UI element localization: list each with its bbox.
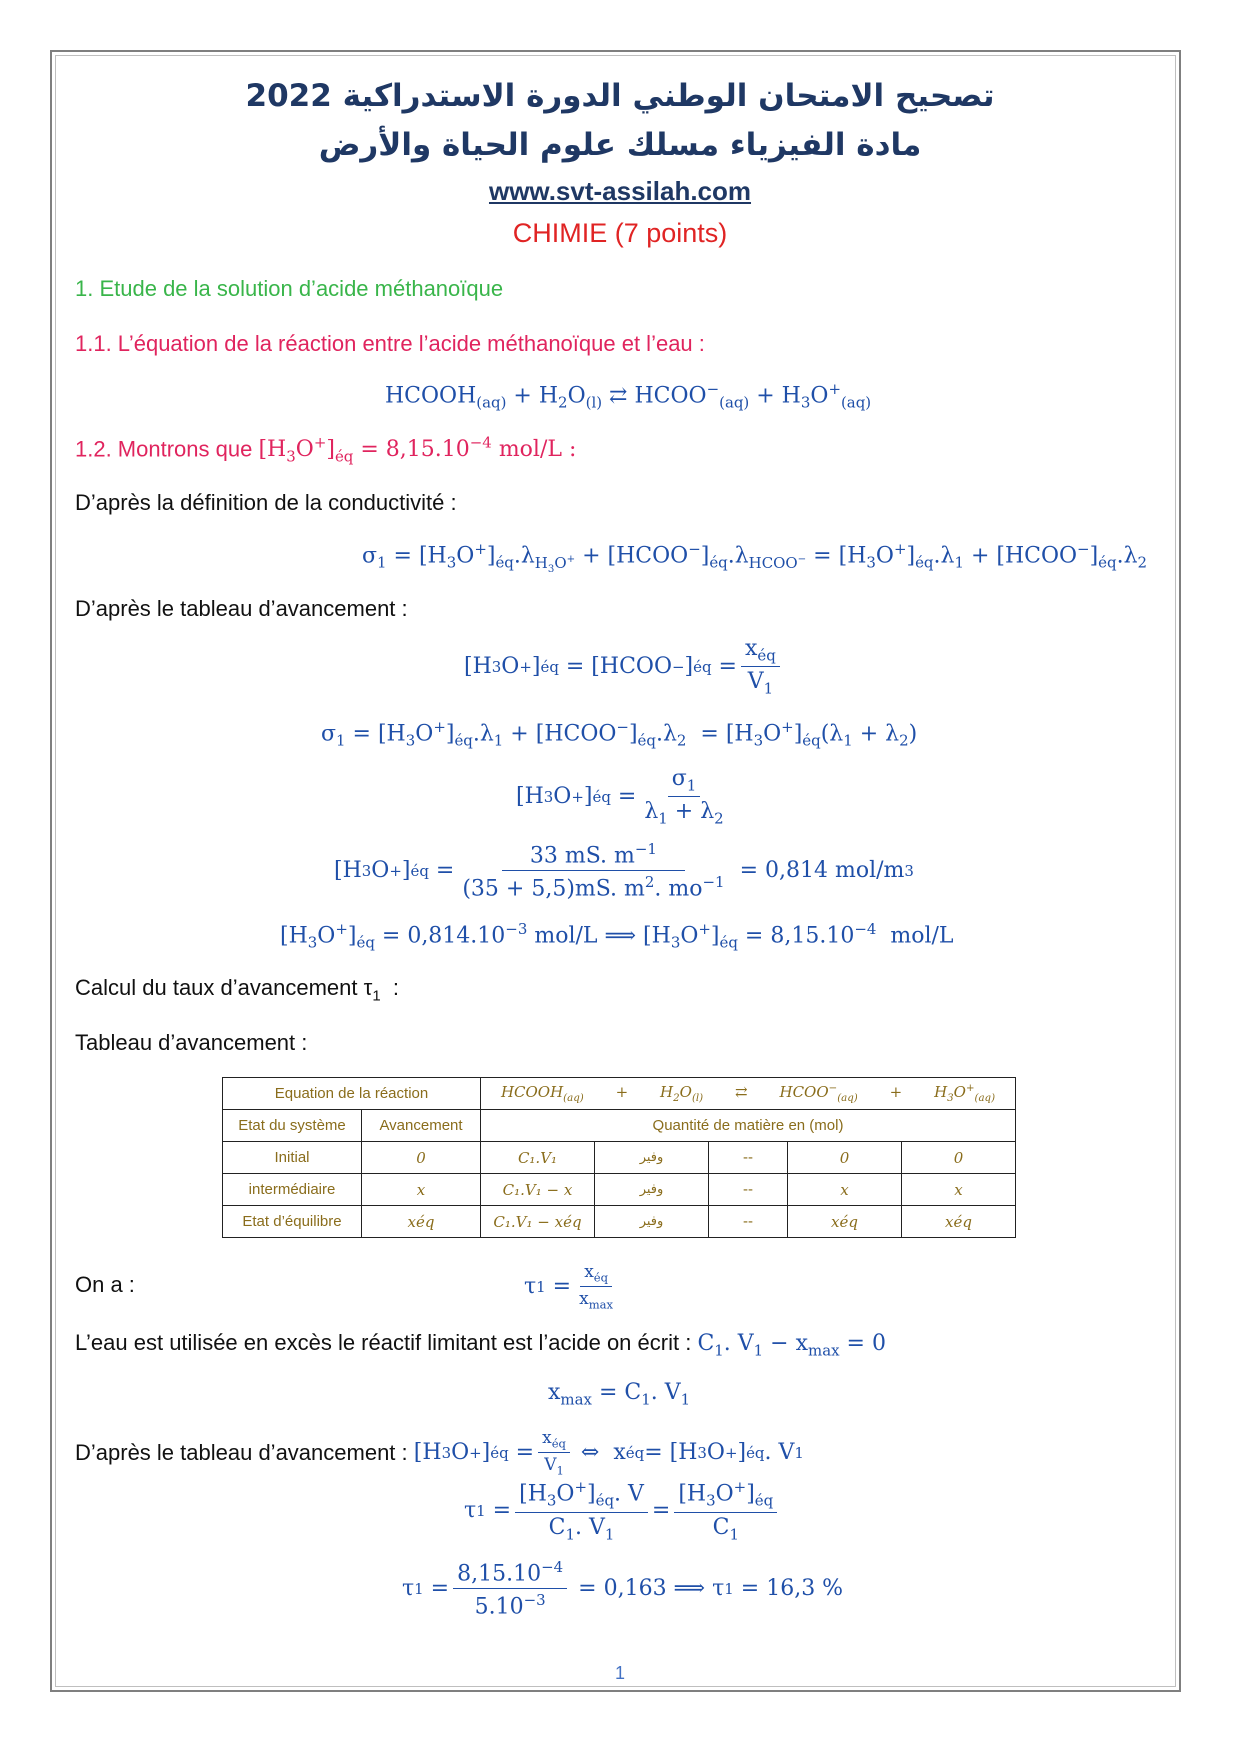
equation-label: Equation de la réaction: [223, 1078, 481, 1110]
concentration-equality: [H 3 O + ] éq = [HCOO − ] éq = $\frac{x_{éq}}{V_1}$: [464, 636, 784, 698]
fraction-xeq-v1: $\frac{x_{éq}}{V_1}$: [741, 636, 780, 698]
cell-p2: x: [902, 1174, 1016, 1206]
arabic-title-line-1: تصحيح الامتحان الوطني الدورة الاستدراكية 2022: [245, 78, 995, 114]
q12-exp: −4: [469, 434, 492, 452]
part1-heading: 1. Etude de la solution d’acide méthanoïque: [75, 276, 504, 301]
h3o-formula: [H 3 O + ] éq = $\frac{\sigma_1}{\lambda_1 + \lambda_2}$: [516, 766, 732, 828]
cell-state: Etat d’équilibre: [223, 1206, 362, 1238]
equation-species: $HCOOH_{(aq)}$ + $H_2O_{(l)}$ ⇄ $HCOO^-_{(aq)}$ + $H_3O^+_{(aq)}$: [481, 1078, 1016, 1110]
numeric-numerator: 33 mS. m: [529, 843, 635, 869]
page-number: 1: [614, 1663, 625, 1683]
cell-dash: --: [709, 1142, 788, 1174]
cell-water: وفير: [595, 1174, 709, 1206]
cell-p2: xéq: [902, 1206, 1016, 1238]
tau-expression: τ 1 = $\frac{[H_3O^+]_{éq}. V}{C_1. V_1}$ = $\frac{[H_3O^+]_{éq}}{C_1}$: [464, 1478, 781, 1543]
state-header: Etat du système: [223, 1110, 362, 1142]
cell-c1: C₁.V₁ − x: [481, 1174, 595, 1206]
table-row: [223, 1078, 1016, 1110]
website-link[interactable]: www.svt-assilah.com: [488, 176, 752, 206]
cell-dash: --: [709, 1206, 788, 1238]
cell-p1: 0: [788, 1142, 902, 1174]
numeric-denominator-tail: . mo: [654, 876, 703, 902]
limiting-text: [75, 1330, 886, 1359]
from-table-2-label: D’après le tableau d’avancement :: [75, 1439, 408, 1465]
tau-den: 5.10: [474, 1594, 524, 1620]
question-1-1: 1.1. L’équation de la réaction entre l’acide méthanoïque et l’eau :: [75, 331, 705, 356]
quantity-header: Quantité de matière en (mol): [481, 1110, 1016, 1142]
cell-water: وفير: [595, 1206, 709, 1238]
cell-p2: 0: [902, 1142, 1016, 1174]
final-concentration: $[H_3O^+]_{éq} = 0,814.10^{-3}$ mol/L ⟹ $[H_3O^+]_{éq} = 8,15.10^{-4}$ mol/L: [280, 920, 954, 952]
fraction-sigma-lambda: $\frac{\sigma_1}{\lambda_1 + \lambda_2}$: [644, 766, 724, 828]
reaction-equation: $HCOOH_{(aq)} + H_2O_{(l)}$ ⇄ $HCOO^-_{(aq)} + H_3O^+_{(aq)}$: [385, 380, 872, 412]
tau-num: 8,15.10: [457, 1561, 542, 1587]
fraction-xeq-xmax: $\frac{x_{éq}}{x_{max}}$: [579, 1262, 614, 1312]
table-row: [223, 1174, 1016, 1206]
xeq-relation: [H 3 O + ] éq = $\frac{x_{éq}}{V_1}$ ⇔ x éq = [H 3 O + ] éq . V 1: [413, 1428, 804, 1478]
cell-state: intermédiaire: [223, 1174, 362, 1206]
question-1-2: [75, 434, 576, 466]
tau-definition: τ 1 = $\frac{x_{éq}}{x_{max}}$: [524, 1262, 621, 1312]
table-row: [223, 1206, 1016, 1238]
fraction-numeric: $\frac{33 mS. m^{-1}}{(35 + 5,5)mS. m^2. mo^{-1}}$: [462, 840, 725, 902]
from-table-2: [75, 1428, 804, 1478]
conductivity-definition: D’après la définition de la conductivité :: [75, 490, 457, 515]
conductivity-formula: $\sigma_1 = [H_3O^+]_{éq}.\lambda_{H_3O^+}$ + $[HCOO^-]_{éq}.\lambda_{HCOO^-} = [H_3O^+]_{éq}.\lambda_1$ + $[HCOO^-]_{éq}.\lambda_2$: [362, 540, 1148, 575]
question-1-2-formula: $[H_3O^+]_{éq} = 8,15.10^{-4}$ mol/L :: [258, 434, 577, 466]
question-1-2-prefix: 1.2. Montrons que: [75, 436, 253, 462]
cell-water: وفير: [595, 1142, 709, 1174]
final-a: = 0,814.10: [381, 923, 506, 949]
website-link-wrap: [0, 176, 1240, 207]
fraction-tau-2: $\frac{[H_3O^+]_{éq}}{C_1}$: [674, 1478, 777, 1543]
cell-c1: C₁.V₁ − xéq: [481, 1206, 595, 1238]
tau-percent: = 16,3 %: [740, 1576, 844, 1602]
tau-numeric: τ 1 = $\frac{8,15.10^{-4}}{5.10^{-3}}$ = 0,163 ⟹ τ 1 = 16,3 %: [402, 1558, 844, 1620]
final-unit: mol/L: [890, 923, 954, 949]
fraction-tau-numeric: $\frac{8,15.10^{-4}}{5.10^{-3}}$: [453, 1558, 567, 1620]
cell-x: 0: [362, 1142, 481, 1174]
cell-x: xéq: [362, 1206, 481, 1238]
numeric-numerator-exp: −1: [634, 840, 657, 858]
numeric-result: = 0,814 mol/m: [739, 858, 905, 884]
final-c: = 8,15.10: [744, 923, 855, 949]
xmax-formula: $x_{max} = C_1$. $V_1$: [548, 1380, 691, 1409]
h3o-numeric: [H 3 O + ] éq = $\frac{33 mS. m^{-1}}{(35 + 5,5)mS. m^2. mo^{-1}}$ = 0,814 mol/m 3: [334, 840, 914, 902]
tau-result: = 0,163 ⟹ τ: [578, 1576, 725, 1602]
tau-calc-label: Calcul du taux d’avancement τ: [75, 975, 373, 1000]
fraction-xeq-v1-small: $\frac{x_{éq}}{V_1}$: [538, 1428, 570, 1478]
fraction-tau-1: $\frac{[H_3O^+]_{éq}. V}{C_1. V_1}$: [515, 1478, 648, 1543]
cell-p1: xéq: [788, 1206, 902, 1238]
q12-value: = 8,15.10: [360, 437, 470, 463]
section-title: CHIMIE (7 points): [512, 218, 728, 248]
cell-p1: x: [788, 1174, 902, 1206]
limiting-label: L’eau est utilisée en excès le réactif limitant est l’acide on écrit :: [75, 1330, 692, 1355]
arabic-title-line-2: مادة الفيزياء مسلك علوم الحياة والأرض: [318, 127, 922, 163]
final-b: mol/L ⟹: [534, 923, 637, 949]
tau-calc-text: Calcul du taux d’avancement $\tau_1$ :: [75, 975, 399, 1005]
from-table-text: D’après le tableau d’avancement :: [75, 596, 408, 621]
numeric-denominator: (35 + 5,5)mS. m: [462, 876, 645, 902]
tableau-title: Tableau d’avancement :: [75, 1030, 308, 1055]
advancement-table: [222, 1077, 1016, 1238]
avancement-header: Avancement: [362, 1110, 481, 1142]
cell-state: Initial: [223, 1142, 362, 1174]
cell-x: x: [362, 1174, 481, 1206]
limiting-formula: $C_1$. $V_1 - x_{max} = 0$: [697, 1331, 886, 1360]
q12-unit: mol/L :: [498, 437, 577, 463]
sigma-factored: $\sigma_1 = [H_3O^+]_{éq}.\lambda_1$ + $[HCOO^-]_{éq}.\lambda_2 = [H_3O^+]_{éq}(\lambda_1 + \lambda_2)$: [321, 718, 918, 750]
on-a-label: On a :: [75, 1272, 135, 1297]
cell-dash: --: [709, 1174, 788, 1206]
table-row: [223, 1110, 1016, 1142]
table-row: [223, 1142, 1016, 1174]
cell-c1: C₁.V₁: [481, 1142, 595, 1174]
